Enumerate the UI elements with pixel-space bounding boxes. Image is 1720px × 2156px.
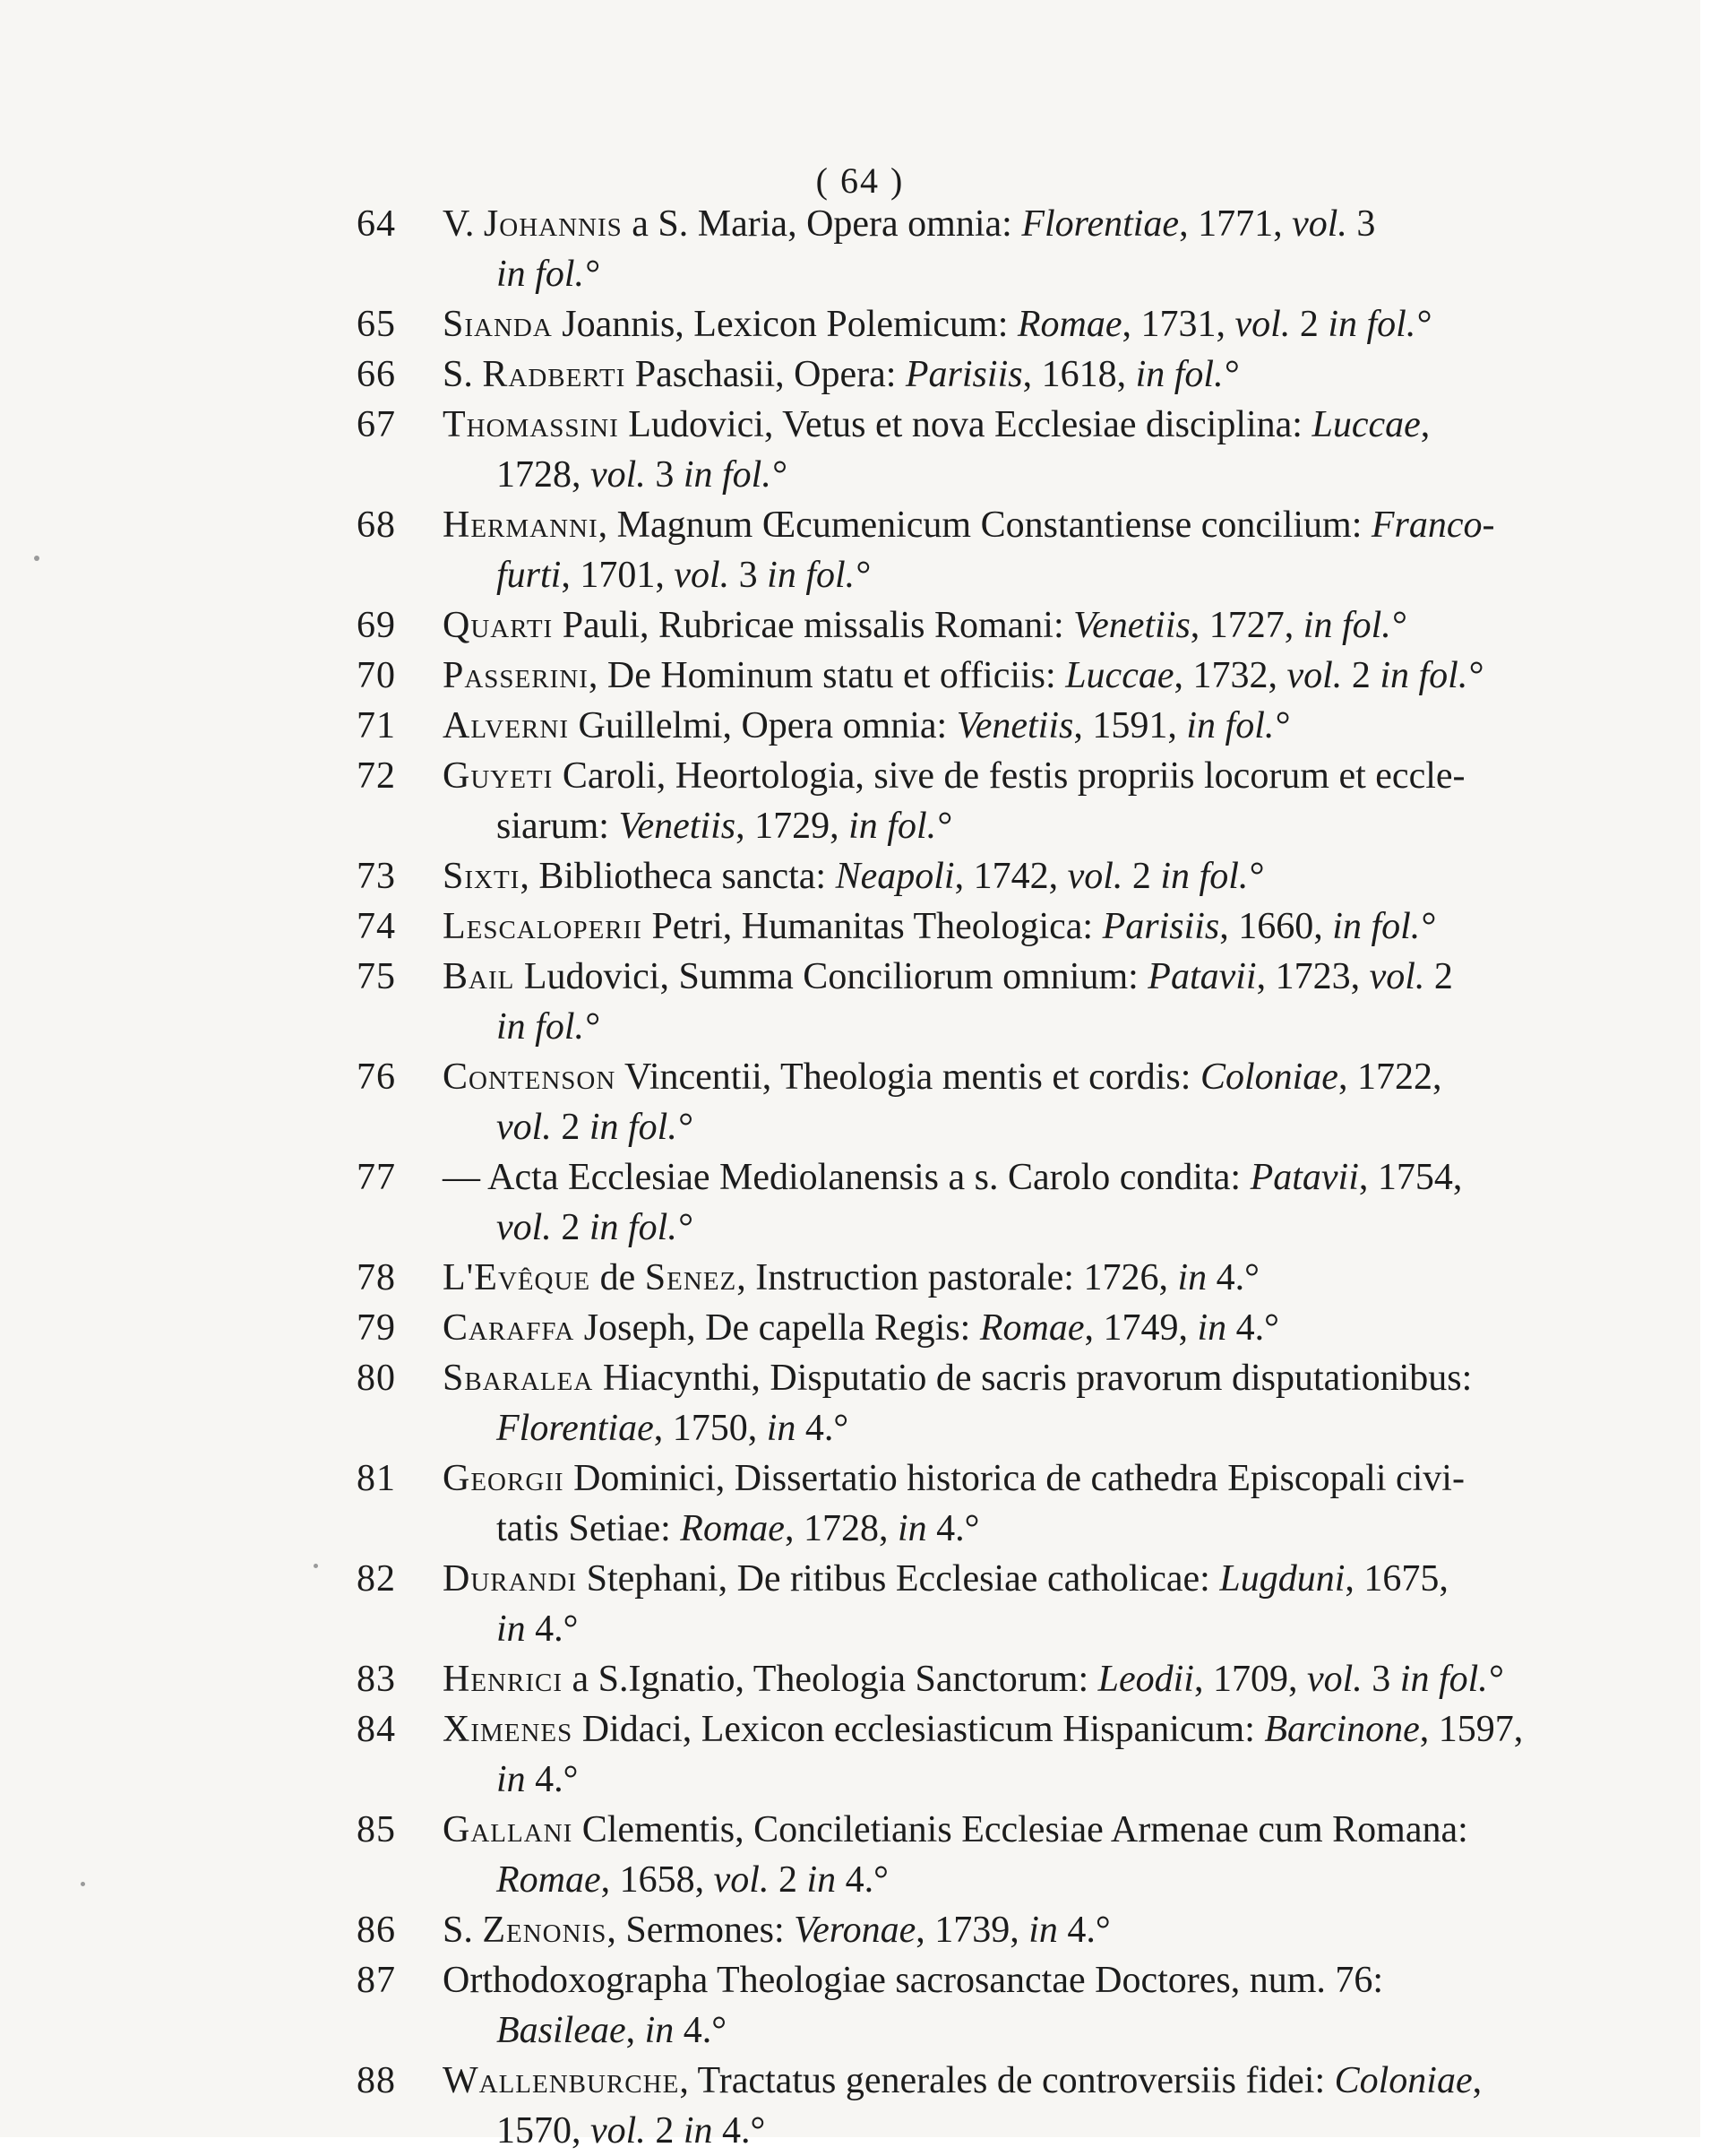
italic-text: vol. (1369, 956, 1425, 997)
author-name: Sixti (443, 856, 520, 897)
italic-text: vol. (1234, 304, 1291, 345)
italic-text: Luccae (1065, 655, 1174, 696)
text-run: , Tractatus generales de controversiis fidei: (679, 2060, 1335, 2101)
entry-number: 70 (357, 655, 396, 696)
entry-text (443, 299, 1544, 349)
text-run: 4.° (1057, 1910, 1111, 1951)
entry-number: 86 (357, 1910, 396, 1951)
entry-continuation (496, 1855, 1544, 1905)
text-run: , 1754, (1358, 1157, 1463, 1198)
text-run: 1728, (496, 454, 590, 496)
author-name: Durandi (443, 1558, 578, 1600)
entry-text (443, 1253, 1544, 1303)
italic-text: vol. (496, 1207, 552, 1248)
italic-text: Venetiis (956, 705, 1074, 746)
italic-text: Luccae (1312, 404, 1421, 445)
catalog-entry-76 (357, 1052, 1544, 1152)
entry-text (443, 1805, 1544, 1855)
text-run: , 1658, (600, 1859, 714, 1901)
author-name: Hermanni (443, 505, 598, 546)
italic-text: Romae (1017, 304, 1122, 345)
text-run: 2 (1122, 856, 1161, 897)
text-run: Joseph, De capella Regis: (574, 1307, 980, 1349)
entry-text (443, 1052, 1544, 1102)
italic-text: Romae (979, 1307, 1085, 1349)
italic-text: Neapoli (835, 856, 955, 897)
entry-text (443, 600, 1544, 651)
text-run: Orthodoxographa Theologiae sacrosanctae Doctores, num. 76: (443, 1960, 1384, 2001)
entry-number: 88 (357, 2060, 396, 2101)
italic-text: vol. (590, 2110, 646, 2152)
italic-text: vol. (590, 454, 646, 496)
italic-text: Coloniae (1200, 1056, 1338, 1098)
scan-speck (314, 1564, 318, 1568)
italic-text: in fol.° (1186, 705, 1290, 746)
scan-speck (34, 556, 39, 561)
entry-continuation (496, 801, 1544, 851)
author-name: Passerini (443, 655, 589, 696)
italic-text: vol. (1292, 203, 1347, 245)
italic-text: Leodii (1097, 1659, 1194, 1700)
catalog-entry-64 (357, 199, 1544, 299)
italic-text: in fol.° (1380, 655, 1484, 696)
entry-number: 74 (357, 906, 396, 947)
catalog-entries (357, 199, 1544, 2156)
catalog-entry-79 (357, 1303, 1544, 1353)
text-run: 2 (551, 1107, 589, 1148)
catalog-entry-67 (357, 400, 1544, 500)
author-name: Gallani (443, 1809, 573, 1850)
entry-number: 77 (357, 1157, 396, 1198)
catalog-entry-87 (357, 1955, 1544, 2056)
text-run: , 1732, (1174, 655, 1287, 696)
italic-text: Florentiae (1021, 203, 1180, 245)
italic-text: Romae (496, 1859, 601, 1901)
text-run: 4.° (1226, 1307, 1279, 1349)
page-edge (1700, 0, 1720, 2137)
italic-text: in (806, 1859, 837, 1901)
italic-text: in (496, 1608, 526, 1650)
italic-text: vol. (1306, 1659, 1363, 1700)
catalog-entry-88 (357, 2056, 1544, 2156)
entry-continuation (496, 1403, 1544, 1453)
text-run: , 1742, (954, 856, 1068, 897)
text-run: 4.° (712, 2110, 766, 2152)
text-run: 3 (729, 555, 768, 596)
author-name: Radberti (482, 354, 626, 395)
text-run: , 1729, (735, 806, 849, 847)
catalog-entry-74 (357, 901, 1544, 952)
text-run: — Acta Ecclesiae Mediolanensis a s. Carolo condita: (443, 1157, 1251, 1198)
italic-text: Florentiae (496, 1408, 654, 1449)
text-run: 2 (645, 2110, 684, 2152)
author-name: Sianda (443, 304, 553, 345)
catalog-entry-80 (357, 1353, 1544, 1453)
text-run: , 1701, (561, 555, 675, 596)
text-run: , 1771, (1179, 203, 1293, 245)
italic-text: in fol.° (767, 555, 870, 596)
catalog-entry-69 (357, 600, 1544, 651)
entry-number: 80 (357, 1358, 396, 1399)
italic-text: vol. (496, 1107, 552, 1148)
entry-text (443, 952, 1544, 1002)
entry-continuation (496, 1203, 1544, 1253)
entry-number: 79 (357, 1307, 396, 1349)
author-name: Lescaloperii (443, 906, 642, 947)
text-run: , 1660, (1219, 906, 1333, 947)
text-run: 2 (1290, 304, 1329, 345)
italic-text: Venetiis (1073, 605, 1191, 646)
text-run: 4.° (1207, 1257, 1260, 1298)
entry-text (443, 500, 1544, 550)
author-name: Thomassini (443, 404, 619, 445)
italic-text: in fol.° (1332, 906, 1436, 947)
author-name: Alverni (443, 705, 569, 746)
page-number: ( 64 ) (815, 160, 905, 201)
entry-number: 67 (357, 404, 396, 445)
text-run: 4.° (796, 1408, 849, 1449)
catalog-entry-70 (357, 651, 1544, 701)
entry-continuation (496, 2106, 1544, 2156)
text-run: , (1420, 404, 1431, 445)
entry-text (443, 349, 1544, 400)
author-name: Henrici (443, 1659, 563, 1700)
entry-number: 76 (357, 1056, 396, 1098)
catalog-entry-72 (357, 751, 1544, 851)
catalog-entry-73 (357, 851, 1544, 901)
text-run: Petri, Humanitas Theologica: (641, 906, 1103, 947)
entry-number: 65 (357, 304, 396, 345)
text-run: 4.° (525, 1759, 579, 1800)
catalog-entry-83 (357, 1654, 1544, 1704)
entry-text (443, 1704, 1544, 1755)
text-run: 2 (769, 1859, 807, 1901)
author-name: Sbaralea (443, 1358, 594, 1399)
text-run: , 1618, (1022, 354, 1136, 395)
italic-text: in fol.° (496, 254, 599, 295)
entry-text (443, 1554, 1544, 1604)
catalog-entry-75 (357, 952, 1544, 1052)
text-run: 4.° (674, 2010, 727, 2051)
author-name: L'Evêque (443, 1257, 591, 1298)
italic-text: Franco- (1371, 505, 1495, 546)
italic-text: in fol.° (1303, 605, 1406, 646)
catalog-entry-77 (357, 1152, 1544, 1253)
entry-number: 78 (357, 1257, 396, 1298)
italic-text: vol. (713, 1859, 770, 1901)
entry-number: 83 (357, 1659, 396, 1700)
italic-text: in (766, 1408, 796, 1449)
author-name: Ximenes (443, 1709, 573, 1750)
text-run: , 1750, (653, 1408, 767, 1449)
entry-number: 68 (357, 505, 396, 546)
italic-text: Parisiis (905, 354, 1023, 395)
text-run: , Instruction pastorale: 1726, (736, 1257, 1178, 1298)
entry-continuation (496, 1102, 1544, 1152)
italic-text: in (1177, 1257, 1208, 1298)
author-name: Georgii (443, 1458, 564, 1499)
catalog-entry-66 (357, 349, 1544, 400)
text-run: Vincentii, Theologia mentis et cordis: (615, 1056, 1200, 1098)
text-run: 2 (1424, 956, 1453, 997)
text-run: V. (443, 203, 484, 245)
author-name: Zenonis (482, 1910, 607, 1951)
entry-number: 72 (357, 755, 396, 797)
text-run: , De Hominum statu et officiis: (588, 655, 1066, 696)
text-run: , 1675, (1345, 1558, 1449, 1600)
text-run: Ludovici, Vetus et nova Ecclesiae disciplina: (618, 404, 1312, 445)
author-name: Guyeti (443, 755, 554, 797)
text-run: , Magnum Œcumenicum Constantiense concilium: (598, 505, 1372, 546)
italic-text: in fol.° (848, 806, 951, 847)
entry-text (443, 199, 1544, 249)
entry-text (443, 851, 1544, 901)
entry-text (443, 400, 1544, 450)
text-run: Pauli, Rubricae missalis Romani: (553, 605, 1074, 646)
entry-text (443, 2056, 1544, 2106)
italic-text: in fol.° (1399, 1659, 1503, 1700)
author-name: Senez (644, 1257, 737, 1298)
text-run: Caroli, Heortologia, sive de festis propriis locorum et eccle- (553, 755, 1466, 797)
scan-speck (81, 1882, 85, 1886)
entry-number: 81 (357, 1458, 396, 1499)
text-run: , 1597, (1419, 1709, 1524, 1750)
author-name: Quarti (443, 605, 554, 646)
italic-text: vol. (1067, 856, 1123, 897)
text-run: 3 (1346, 203, 1376, 245)
text-run: 4.° (525, 1608, 579, 1650)
entry-text (443, 1453, 1544, 1504)
text-run: , 1591, (1073, 705, 1187, 746)
text-run: 2 (1342, 655, 1380, 696)
entry-text (443, 1353, 1544, 1403)
italic-text: in (897, 1508, 927, 1549)
entry-text (443, 901, 1544, 952)
entry-continuation (496, 550, 1544, 600)
text-run: 2 (551, 1207, 589, 1248)
entry-number: 73 (357, 856, 396, 897)
italic-text: Patavii (1250, 1157, 1359, 1198)
text-run: , 1728, (784, 1508, 898, 1549)
italic-text: in fol.° (1328, 304, 1432, 345)
catalog-entry-68 (357, 500, 1544, 600)
italic-text: Romae (680, 1508, 785, 1549)
entry-continuation (496, 450, 1544, 500)
text-run: , 1749, (1084, 1307, 1198, 1349)
text-run: , 1722, (1337, 1056, 1442, 1098)
entry-continuation (496, 249, 1544, 299)
text-run: 3 (1362, 1659, 1400, 1700)
author-name: Contenson (443, 1056, 616, 1098)
text-run: , Sermones: (606, 1910, 795, 1951)
entry-text (443, 751, 1544, 801)
catalog-entry-85 (357, 1805, 1544, 1905)
italic-text: Coloniae (1334, 2060, 1473, 2101)
author-name: Bail (443, 956, 515, 997)
entry-continuation (496, 1002, 1544, 1052)
text-run: , (1472, 2060, 1483, 2101)
text-run: Hiacynthi, Disputatio de sacris pravorum disputationibus: (593, 1358, 1473, 1399)
text-run: , 1709, (1193, 1659, 1307, 1700)
text-run: Clementis, Conciletianis Ecclesiae Armenae cum Romana: (572, 1809, 1468, 1850)
italic-text: in fol.° (1160, 856, 1264, 897)
italic-text: Veronae (794, 1910, 916, 1951)
entry-continuation (496, 1604, 1544, 1654)
text-run: , Bibliotheca sancta: (520, 856, 836, 897)
text-run: S. (443, 354, 483, 395)
text-run: , 1727, (1190, 605, 1303, 646)
italic-text: Parisiis (1102, 906, 1220, 947)
entry-text (443, 1955, 1544, 2005)
author-name: Johannis (483, 203, 623, 245)
text-run: a S.Ignatio, Theologia Sanctorum: (563, 1659, 1098, 1700)
italic-text: vol. (674, 555, 730, 596)
entry-number: 75 (357, 956, 396, 997)
catalog-entry-71 (357, 701, 1544, 751)
entry-continuation (496, 2005, 1544, 2056)
entry-number: 69 (357, 605, 396, 646)
catalog-entry-84 (357, 1704, 1544, 1805)
entry-continuation (496, 1755, 1544, 1805)
entry-number: 66 (357, 354, 396, 395)
catalog-entry-65 (357, 299, 1544, 349)
text-run: a S. Maria, Opera omnia: (622, 203, 1022, 245)
text-run: Joannis, Lexicon Polemicum: (552, 304, 1018, 345)
entry-number: 71 (357, 705, 396, 746)
text-run: 1570, (496, 2110, 590, 2152)
italic-text: in (496, 1759, 526, 1800)
author-name: Caraffa (443, 1307, 575, 1349)
italic-text: Barcinone (1264, 1709, 1420, 1750)
italic-text: in fol.° (683, 454, 787, 496)
entry-number: 84 (357, 1709, 396, 1750)
catalog-entry-78 (357, 1253, 1544, 1303)
entry-text (443, 701, 1544, 751)
italic-text: in fol.° (496, 1006, 599, 1048)
text-run: Paschasii, Opera: (625, 354, 906, 395)
text-run: 4.° (836, 1859, 889, 1901)
italic-text: vol. (1286, 655, 1343, 696)
italic-text: furti (496, 555, 562, 596)
entry-text (443, 1152, 1544, 1203)
text-run: , (625, 2010, 645, 2051)
text-run: , 1723, (1256, 956, 1370, 997)
italic-text: in fol.° (589, 1107, 692, 1148)
text-run: S. (443, 1910, 483, 1951)
italic-text: in (1197, 1307, 1227, 1349)
entry-number: 85 (357, 1809, 396, 1850)
italic-text: in fol.° (1135, 354, 1239, 395)
text-run: Ludovici, Summa Conciliorum omnium: (514, 956, 1148, 997)
catalog-entry-86 (357, 1905, 1544, 1955)
text-run: Stephani, De ritibus Ecclesiae catholicae: (577, 1558, 1220, 1600)
entry-text (443, 1654, 1544, 1704)
entry-number: 82 (357, 1558, 396, 1600)
entry-text (443, 1905, 1544, 1955)
text-run: , 1739, (916, 1910, 1029, 1951)
text-run: de (590, 1257, 645, 1298)
italic-text: Lugduni (1219, 1558, 1346, 1600)
italic-text: in fol.° (589, 1207, 692, 1248)
author-name: Wallenburche (443, 2060, 680, 2101)
catalog-entry-82 (357, 1554, 1544, 1654)
italic-text: Patavii (1148, 956, 1257, 997)
entry-continuation (496, 1504, 1544, 1554)
italic-text: in (1028, 1910, 1058, 1951)
text-run: , 1731, (1122, 304, 1235, 345)
text-run: siarum: (496, 806, 619, 847)
entry-number: 64 (357, 203, 396, 245)
text-run: Dominici, Dissertatio historica de cathedra Episcopali civi- (563, 1458, 1465, 1499)
italic-text: in (644, 2010, 675, 2051)
italic-text: in (683, 2110, 713, 2152)
entry-text (443, 651, 1544, 701)
text-run: tatis Setiae: (496, 1508, 681, 1549)
italic-text: Venetiis (618, 806, 736, 847)
catalog-entry-81 (357, 1453, 1544, 1554)
text-run: 3 (645, 454, 684, 496)
text-run: 4.° (926, 1508, 980, 1549)
text-run: Didaci, Lexicon ecclesiasticum Hispanicum: (572, 1709, 1265, 1750)
entry-text (443, 1303, 1544, 1353)
text-run: Guillelmi, Opera omnia: (568, 705, 957, 746)
italic-text: Basileae (496, 2010, 626, 2051)
entry-number: 87 (357, 1960, 396, 2001)
